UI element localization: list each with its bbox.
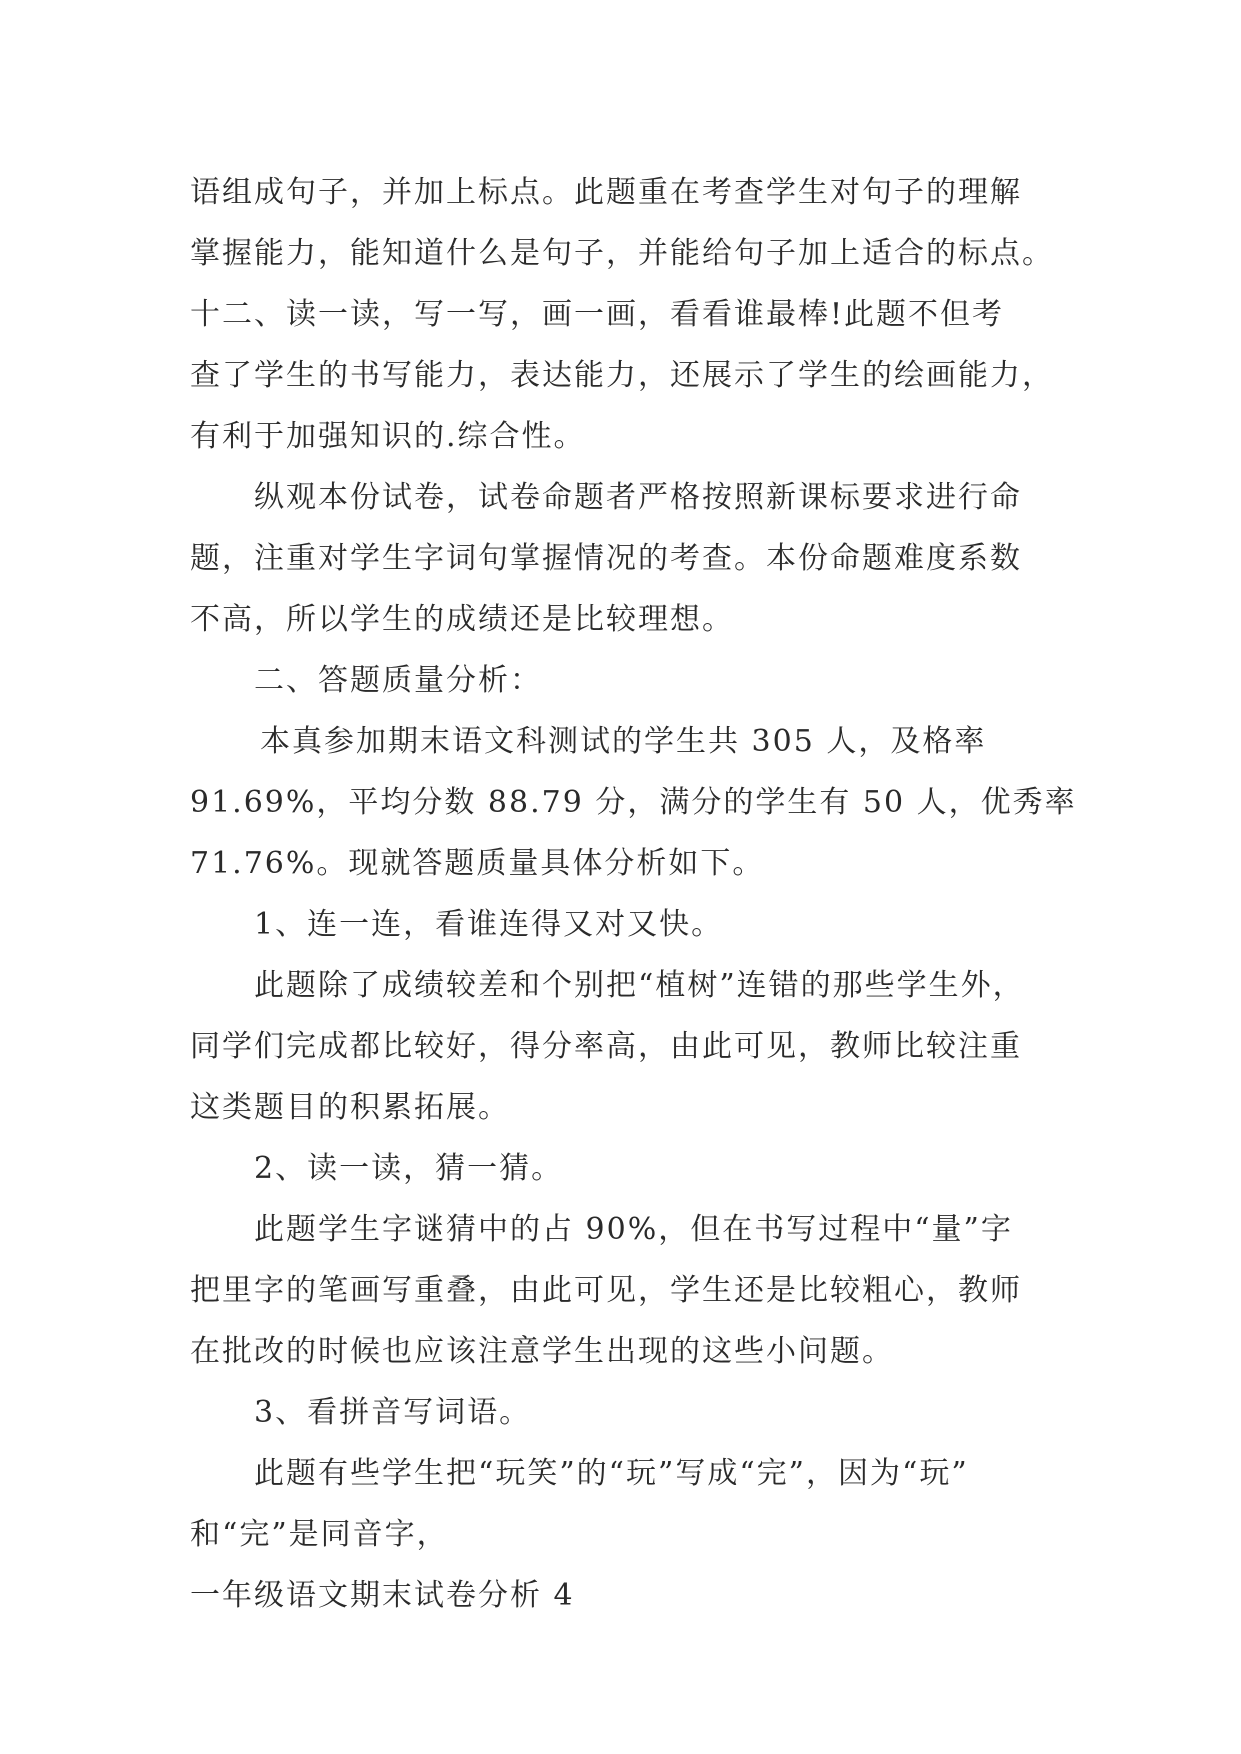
text-line: 此题学生字谜猜中的占 90%，但在书写过程中“量”字 xyxy=(254,1212,1013,1247)
text-line: 十二、读一读，写一写，画一画，看看谁最棒!此题不但考 xyxy=(190,297,1005,332)
item-heading-2 xyxy=(190,1138,1055,1199)
text-line: 把里字的笔画写重叠，由此可见，学生还是比较粗心，教师 xyxy=(190,1273,1022,1308)
text-line: 1、连一连，看谁连得又对又快。 xyxy=(254,907,724,942)
text-line: 这类题目的积累拓展。 xyxy=(190,1090,510,1125)
paragraph-statistics xyxy=(190,711,1077,894)
text-line: 掌握能力，能知道什么是句子，并能给句子加上适合的标点。 xyxy=(190,236,1054,271)
text-line: 3、看拼音写词语。 xyxy=(254,1395,532,1430)
text-line: 查了学生的书写能力，表达能力，还展示了学生的绘画能力， xyxy=(190,358,1054,393)
text-line: 不高，所以学生的成绩还是比较理想。 xyxy=(190,602,734,637)
text-line: 纵观本份试卷，试卷命题者严格按照新课标要求进行命 xyxy=(254,480,1022,515)
section-heading xyxy=(190,650,1055,711)
text-line: 91.69%，平均分数 88.79 分，满分的学生有 50 人，优秀率 xyxy=(190,785,1077,820)
text-line: 在批改的时候也应该注意学生出现的这些小问题。 xyxy=(190,1334,894,1369)
text-line: 本真参加期末语文科测试的学生共 305 人，及格率 xyxy=(260,724,987,759)
text-line: 和“完”是同音字， xyxy=(190,1517,449,1552)
item-heading-3 xyxy=(190,1382,1055,1443)
paragraph-item-2 xyxy=(190,1199,1055,1382)
paragraph-item-3 xyxy=(190,1443,1055,1565)
text-line: 此题有些学生把“玩笑”的“玩”写成“完”，因为“玩” xyxy=(254,1456,969,1491)
text-line: 有利于加强知识的.综合性。 xyxy=(190,419,586,454)
text-line: 语组成句子，并加上标点。此题重在考查学生对句子的理解 xyxy=(190,175,1022,210)
text-line: 题，注重对学生字词句掌握情况的考查。本份命题难度系数 xyxy=(190,541,1022,576)
text-line: 71.76%。现就答题质量具体分析如下。 xyxy=(190,846,765,881)
paragraph-item-1 xyxy=(190,955,1055,1138)
document-title: 一年级语文期末试卷分析 4 xyxy=(190,1578,575,1613)
text-line: 二、答题质量分析： xyxy=(254,663,542,698)
text-line: 同学们完成都比较好，得分率高，由此可见，教师比较注重 xyxy=(190,1029,1022,1064)
item-heading-1 xyxy=(190,894,1055,955)
paragraph-sentence-punctuation xyxy=(190,162,1055,467)
paragraph-overview xyxy=(190,467,1055,650)
text-line: 2、读一读，猜一猜。 xyxy=(254,1151,564,1186)
text-line: 此题除了成绩较差和个别把“植树”连错的那些学生外， xyxy=(254,968,1025,1003)
document-page xyxy=(190,162,1077,1626)
